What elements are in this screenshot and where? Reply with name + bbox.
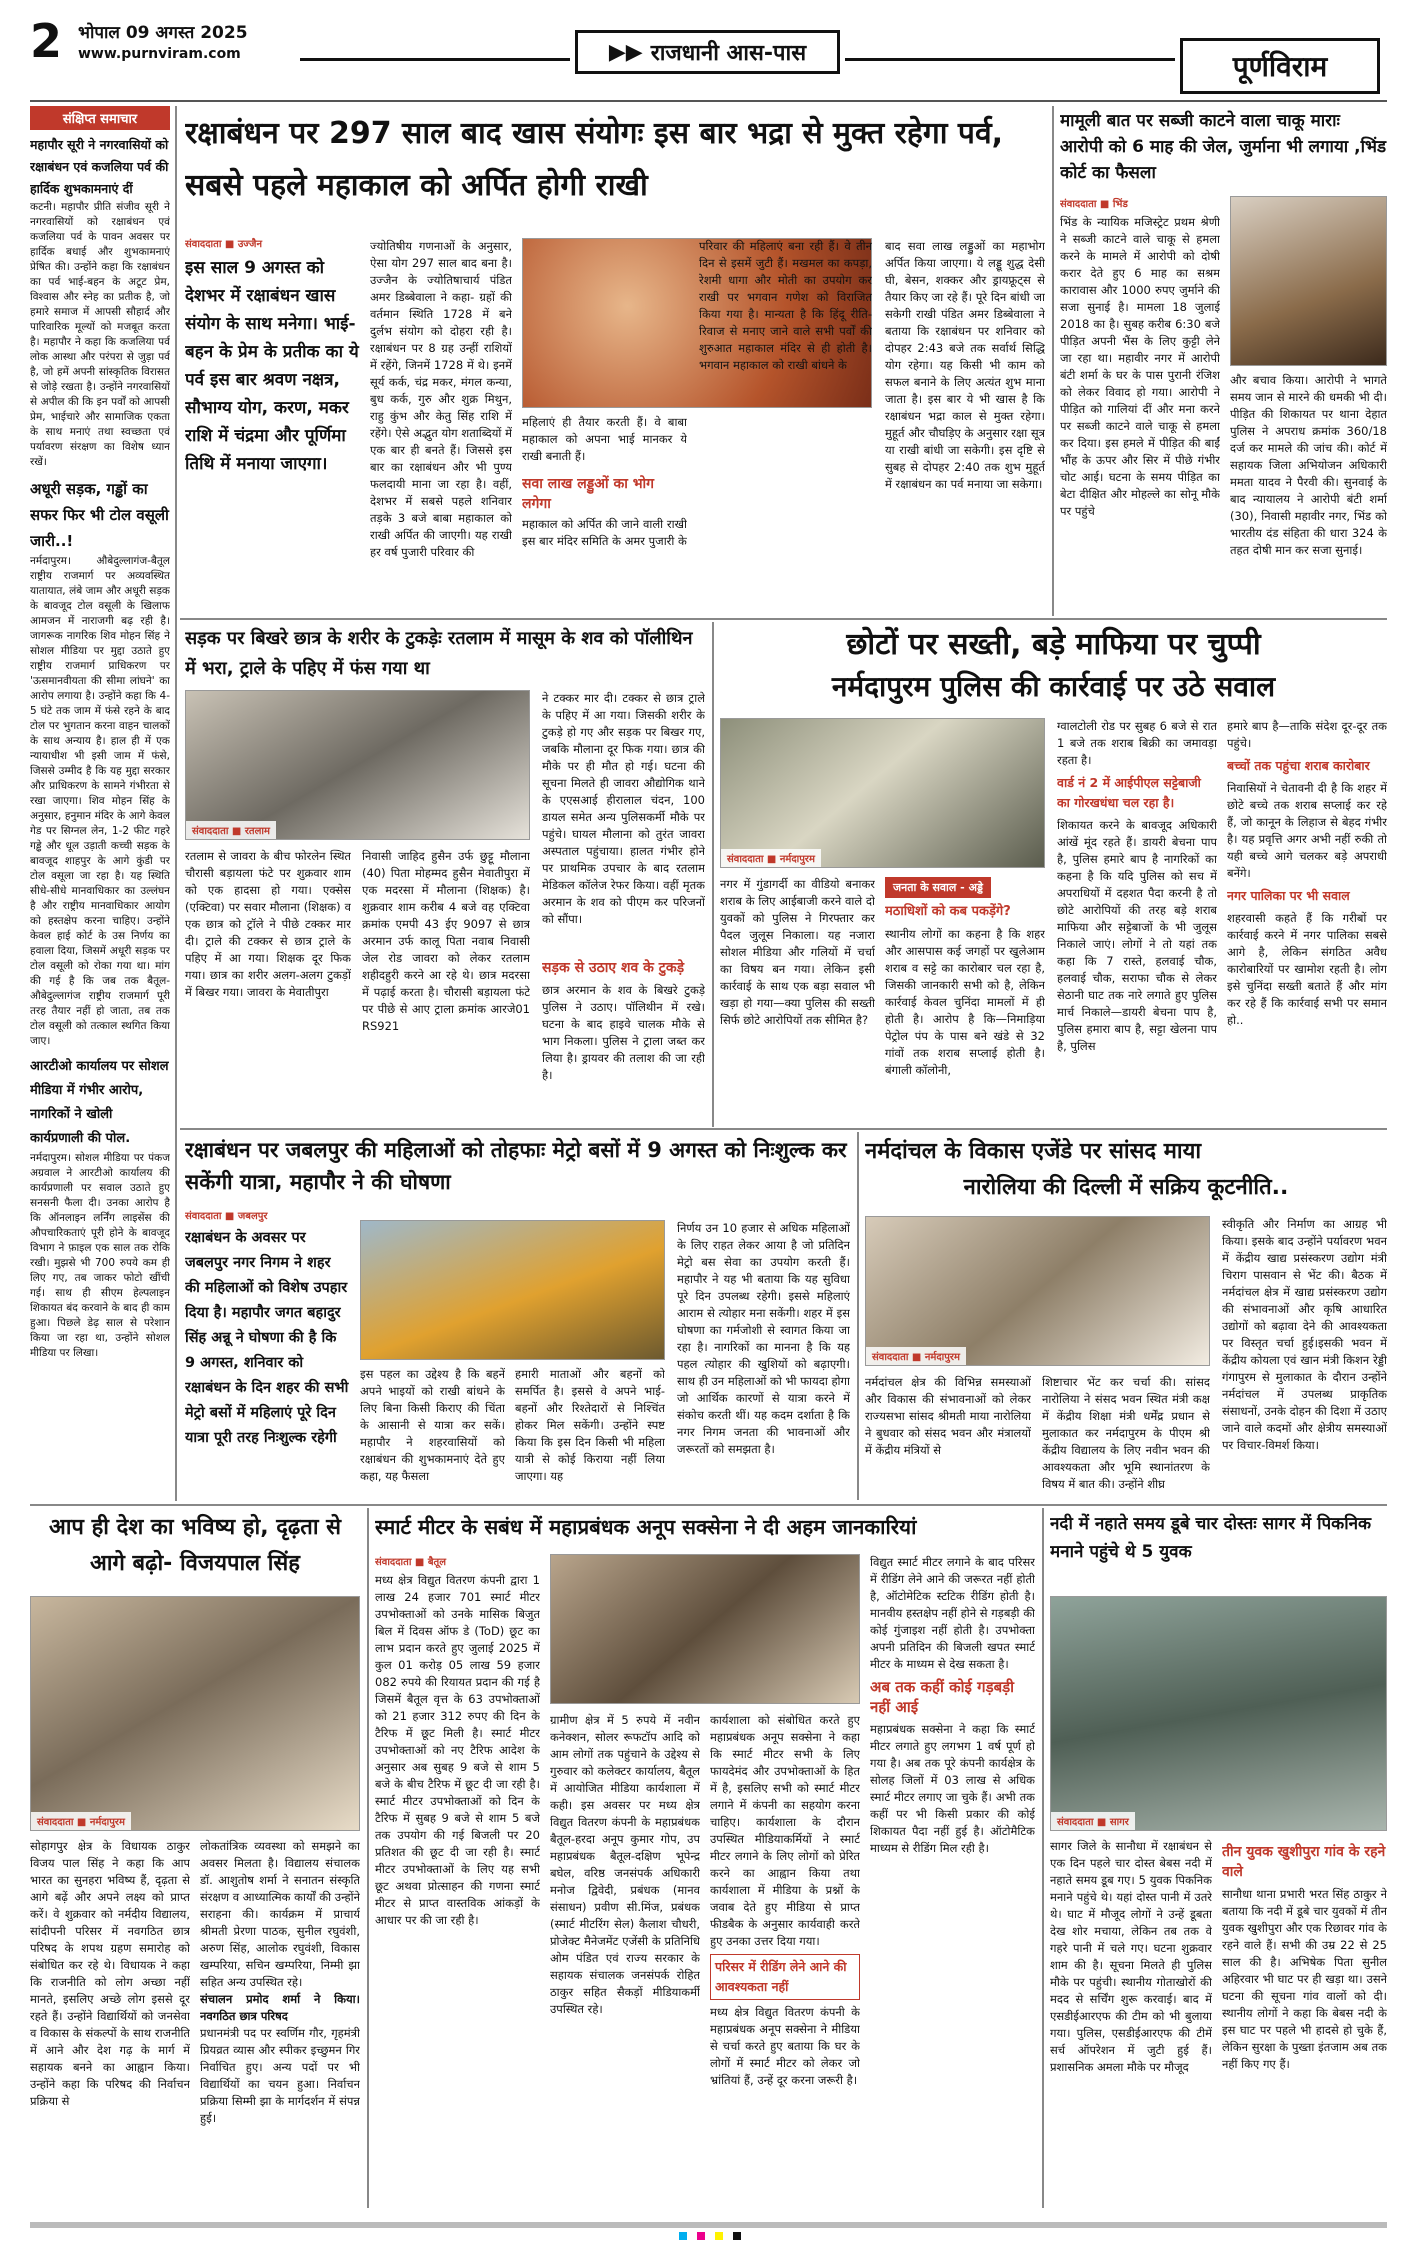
police-photo [720,718,1045,868]
vijay-divider [367,1508,369,2208]
header-divider [30,100,1387,102]
mp-col3: स्वीकृति और निर्माण का आग्रह भी किया। इसके बाद उन्होंने पर्यावरण भवन में केंद्रीय खाद्य प्रसंस्करण उद्योग मंत्री चिराग पासवान से भेंट की। बैठक में नर्मदांचल क्षेत्र में खाद्य प्रसंस्करण उद्योग की संभावनाओं और कृषि आधारित उद्योगों को बढ़ावा देने की आवश्यकता पर विस्तृत चर्चा हुई।इसकी भवन में केंद्रीय कोयला एवं खान मंत्री किशन रेड्डी गंगापुरम से मुलाकात के दौरान उन्होंने नर्मदांचल में उपलब्ध प्राकृतिक संसाधनों, उनके दोहन की दिशा में उठाए जाने वाले कदमों और क्षेत्रीय समस्याओं पर विचार-विमर्श किया। [1222,1217,1387,1452]
sagar-col2: सानौधा थाना प्रभारी भरत सिंह ठाकुर ने बताया कि नदी में डूबे चार युवकों में तीन युवक खुशीपुरा और एक रिछावर गांव के रहने वाले हैं। सभी की उम्र 22 से 25 साल की है। अभिषेक पिता सुनील अहिरवार भी घाट पर ही खड़ा था। उसने घटना की सूचना गांव वालों को दी। स्थानीय लोगों ने कहा कि बेबस नदी के इस घाट पर पहले भी हादसे हो चुके हैं, लेकिन सुरक्षा के पुख्ता इंतजाम अब तक नहीं किए गए हैं। [1222,1887,1387,2071]
mp-story [865,1134,1387,1496]
knife-story [1060,108,1387,613]
meter-divider [1042,1508,1044,2208]
vijay-col2b: प्रधानमंत्री पद पर स्वर्णिम गौर, गृहमंत्री प्रियव्रत व्यास और स्पीकर इच्छुमन गिर निर्वाचित हुए। अन्य पदों पर भी विद्यार्थियों का चयन हुआ। निर्वाचन प्रक्रिया सिम्मी झा के मार्गदर्शन में संपन्न हुई। [200,2026,360,2125]
vijay-headline: आप ही देश का भविष्य हो, दृढ़ता से आगे बढ़ो- विजयपाल सिंह [48,1515,342,1576]
jabalpur-col2: हमारी माताओं और बहनों को समर्पित है। इससे वे अपने भाई-बहनों और रिश्तेदारों से निश्चिंत होकर मिल सकेंगी। उन्होंने स्पष्ट किया कि इस दिन किसी भी महिला यात्री से कोई किराया नहीं लिया जाएगा। यह [515,1367,665,1483]
jabalpur-col3: निर्णय उन 10 हजार से अधिक महिलाओं के लिए राहत लेकर आया है जो प्रतिदिन मेट्रो बस सेवा का उपयोग करती हैं। महापौर ने यह भी बताया कि यह सुविधा पूरे दिन उपलब्ध रहेगी। इससे महिलाएं आराम से त्योहार मना सकेंगी। शहर में इस घोषणा का गर्मजोशी से स्वागत किया जा रहा है। नागरिकों का मानना है कि यह पहल त्योहार की खुशियों को बढ़ाएगी। साथ ही उन महिलाओं को भी फायदा होगा जो आर्थिक कारणों से यात्रा करने में संकोच करती थीं। यह कदम दर्शाता है कि नगर निगम जनता की भावनाओं और जरूरतों को समझता है। [677,1221,850,1456]
jabalpur-intro: रक्षाबंधन के अवसर पर जबलपुर नगर निगम ने शहर की महिलाओं को विशेष उपहार दिया है। महापौर जगत बहादुर सिंह अन्नू ने घोषणा की है कि 9 अगस्त, शनिवार को रक्षाबंधन के दिन शहर की सभी मेट्रो बसों में महिलाएं पूरे दिन यात्रा पूरी तरह निःशुल्क रहेगी [185,1230,349,1446]
mp-headline2: नारोलिया की दिल्ली में सक्रिय कूटनीति.. [963,1175,1289,1200]
students-photo [30,1596,360,1831]
row3-divider [30,1504,1387,1506]
knife-headline: मामूली बात पर सब्जी काटने वाला चाकू माराः आरोपी को 6 माह की जेल, जुर्माना भी लगाया ,भिंड कोर्ट का फैसला [1060,111,1387,183]
ratlam-sub1: सड़क से उठाए शव के टुकड़े [542,960,685,976]
page-number: 2 [30,14,63,68]
rakhi-col1: ज्योतिषीय गणनाओं के अनुसार, ऐसा योग 297 साल बाद बना है। उज्जैन के ज्योतिषाचार्य पंडित अमर डिब्बेवाला ने कहा- ग्रहों की वर्तमान स्थिति 1728 में बने दुर्लभ संयोग को दोहरा रही है। रक्षाबंधन पर 8 ग्रह उन्हीं राशियों में रहेंगे, जिनमें 1728 में थे। इनमें सूर्य कर्क, चंद्र मकर, मंगल कन्या, बुध कर्क, गुरु और शुक्र मिथुन, राहु कुंभ और केतु सिंह राशि में रहेंगे। ऐसे अद्भुत योग शताब्दियों में एक बार ही बनते हैं। जिससे इस बार का रक्षाबंधन और भी पुण्य फलदायी माना जा रहा है। वहीं, देशभर में सबसे पहले शनिवार तड़के 3 बजे बाबा महाकाल को राखी अर्पित की जाएगी। यह राखी हर वर्ष पुजारी परिवार की [370,239,512,559]
sidebar-item3-headline: आरटीओ कार्यालय पर सोशल मीडिया में गंभीर आरोप, नागरिकों ने खोली कार्यप्रणाली की पोल. [30,1059,169,1146]
rakhi-col2b: महाकाल को अर्पित की जाने वाली राखी इस बार मंदिर समिति के अमर पुजारी के [522,517,687,548]
meter-col3: कार्यशाला को संबोधित करते हुए महाप्रबंधक अनूप सक्सेना ने कहा कि स्मार्ट मीटर सभी के लिए फायदेमंद और उपभोक्ताओं के हित में है, इसलिए सभी को स्मार्ट मीटर लगाने में कंपनी का सहयोग करना चाहिए। कार्यशाला के दौरान उपस्थित मीडियाकर्मियों ने स्मार्ट मीटर लगाने के लिए लोगों को प्रेरित करने का आह्वान किया तथा कार्यशाला में मीडिया के प्रश्नों के जवाब देते हुए मीडिया से प्राप्त फीडबैक के अनुसार कार्यवाही करते हुए उनका उत्तर दिया गया। [710,1713,860,1948]
narmada-sub2: वार्ड नं 2 में आईपीएल सट्टेबाजी का गोरखधंधा चल रहा है। [1057,775,1201,810]
ratlam-byline: संवाददाता ■ रतलाम [186,821,276,839]
footer-rule [30,2222,1387,2228]
sagar-byline: संवाददाता ■ सागर [1051,1812,1135,1830]
meter-story [375,1510,1035,2210]
header-rule-left [300,58,570,61]
meter-workshop-photo [550,1554,860,1704]
meter-col1: मध्य क्षेत्र विद्युत वितरण कंपनी द्वारा 1 लाख 24 हजार 701 स्मार्ट मीटर उपभोक्ताओं को उनके मासिक बिजुत बिल में दिवस ऑफ डे (ToD) छूट का लाभ प्रदान करते हुए जुलाई 2025 में कुल 01 करोड़ 05 लाख 59 हजार 082 रुपये की रियायत प्रदान की गई है जिसमें बैतूल वृत्त के 63 उपभोक्ताओं को 21 हजार 312 रुपए की दिन के टैरिफ में छूट मिली है। स्मार्ट मीटर उपभोक्ताओं को नए टैरिफ आदेश के अनुसार अब सुबह 9 बजे से शाम 5 बजे के बीच टैरिफ में छूट दी जा रही है। स्मार्ट मीटर उपभोक्ताओं को दिन के टैरिफ में सुबह 9 बजे से शाम 5 बजे तक उपयोग की गई बिजली पर 20 प्रतिशत की छूट दी जा रही है। स्मार्ट मीटर उपभोक्ताओं के लिए यह सभी छूट अथवा प्रोत्साहन की गणना स्मार्ट मीटर से प्राप्त वास्तविक आंकड़ों के आधार पर की जा रही है। [375,1573,540,1927]
meter-col4b: महाप्रबंधक सक्सेना ने कहा कि स्मार्ट मीटर लगाते हुए लगभग 1 वर्ष पूर्ण हो गया है। अब तक पूरे कंपनी कार्यक्षेत्र के सोलह जिलों में 03 लाख से अधिक स्मार्ट मीटर लगाए जा चुके हैं। अभी तक कहीं पर भी किसी प्रकार की कोई शिकायत पैदा नहीं हुई है। ऑटोमैटिक माध्यम से रीडिंग मिल रही है। [870,1722,1035,1855]
vijay-story [30,1510,360,2210]
vijay-col1: सोहागपुर क्षेत्र के विधायक ठाकुर विजय पाल सिंह ने कहा कि आप भारत का सुनहरा भविष्य हैं, दृढ़ता से आगे बढ़ें और अपने लक्ष्य को प्राप्त करें। वे शुक्रवार को नर्मदीय विद्यालय, सांदीपनी परिसर में नवगठित छात्र परिषद के शपथ ग्रहण समारोह को संबोधित कर रहे थे। विधायक ने कहा कि राजनीति को लोग अच्छा नहीं मानते, इसलिए अच्छे लोग इससे दूर रहते हैं। उन्होंने विद्यार्थियों को जनसेवा व विकास के संकल्पों के साथ राजनीति में आने और देश गढ़ के मार्ग में सहायक बनने का आह्वान किया। उन्होंने कहा कि परिषद की निर्वाचन प्रक्रिया से [30,1839,190,2108]
metro-bus-photo [360,1220,665,1360]
jabalpur-col1: इस पहल का उद्देश्य है कि बहनें अपने भाइयों को राखी बांधने के लिए बिना किसी किराए की चिंता के आसानी से यात्रा कर सकें। महापौर ने शहरवासियों को रक्षाबंधन की शुभकामनाएं देते हुए कहा, यह फैसला [360,1367,505,1483]
mp-headline1: नर्मदांचल के विकास एजेंडे पर सांसद माया [865,1139,1202,1164]
ratlam-divider [712,622,714,1127]
website[interactable]: www.purnviram.com [78,46,241,62]
rakhi-col3: परिवार की महिलाएं बना रही हैं। वे तीन दिन से इसमें जुटी हैं। मखमल का कपड़ा, रेशमी धागा और मोती का उपयोग कर राखी पर भगवान गणेश को विराजित किया गया है। मान्यता है कि हिंदू रीति-रिवाज से मनाए जाने वाले सभी पर्वों की शुरुआत महाकाल मंदिर से ही होती है। भगवान महाकाल को राखी बांधने के [699,239,872,372]
narmada-col2: स्थानीय लोगों का कहना है कि शहर और आसपास कई जगहों पर खुलेआम शराब व सट्टे का कारोबार चल रहा है, जिसकी जानकारी सभी को है, लेकिन कार्रवाई केवल चुनिंदा मामलों में ही होती है। आरोप है कि—निमाड़िया पेट्रोल पंप के पास बने खंडे से 32 गांवों तक शराब सप्लाई होती है। बंगाली कॉलोनी, [885,927,1045,1077]
meter-col4: विद्युत स्मार्ट मीटर लगाने के बाद परिसर में रीडिंग लेने आने की जरूरत नहीं होती है, ऑटोमेटिक स्टटिक रीडिंग होती है। मानवीय हस्तक्षेप नहीं होने से गड़बड़ी की कोई गुंजाइश नहीं होती है। उपभोक्ता अपनी प्रतिदिन की बिजली खपत स्मार्ट मीटर के माध्यम से देख सकता है। [870,1555,1035,1671]
header-rule-right [845,58,1175,61]
rakhi-byline: संवाददाता ■ उज्जैन [185,239,262,250]
ratlam-headline: सड़क पर बिखरे छात्र के शरीर के टुकड़ेः रतलाम में मासूम के शव को पॉलीथिन में भरा, ट्राले के पहिए में फंस गया था [185,628,693,679]
knife-col2: और बचाव किया। आरोपी ने भागते समय जान से मारने की धमकी भी दी। पीड़ित की शिकायत पर थाना देहात पुलिस ने अपराध क्रमांक 360/18 दर्ज कर मामले की जांच की। कोर्ट में सहायक जिला अभियोजन अधिकारी ममता यादव ने पैरवी की। सुनवाई के बाद न्यायालय ने आरोपी बंटी शर्मा (30), निवासी महावीर नगर, भिंड को भारतीय दंड संहिता की धारा 324 के तहत दोषी मान कर सजा सुनाई। [1230,373,1387,557]
narmada-story [720,624,1387,1124]
sagar-story [1050,1510,1387,2210]
rakhi-story [185,108,1045,613]
knife-byline: संवाददाता ■ भिंड [1060,199,1128,210]
vijay-col2: लोकतांत्रिक व्यवस्था को समझने का अवसर मिलता है। विद्यालय संचालक डॉ. आशुतोष शर्मा ने सनातन संस्कृति संरक्षण व आध्यात्मिक कार्यों की उन्होंने सराहना की। कार्यक्रम में प्राचार्य श्रीमती प्रेरणा पाठक, सुनील रघुवंशी, अरुण सिंह, आलोक रघुवंशी, विकास खम्परिया, सचिन खम्परिया, निम्मी झा सहित अन्य उपस्थित रहे। [200,1839,360,1989]
ratlam-col3b: छात्र अरमान के शव के बिखरे टुकड़े पुलिस ने उठाए। पॉलिथीन में रखे। घटना के बाद हाइवे चालक मौके से भाग निकला। पुलिस ने ट्राला जब्त कर लिया है। ड्रायवर की तलाश की जा रही है। [542,983,705,1082]
ratlam-col2: निवासी जाहिद हुसैन उर्फ छुट्टू मौलाना (40) पिता मोहम्मद हुसैन मेवातीपुरा में एक मदरसा में मौलाना (शिक्षक) है। शुक्रवार शाम करीब 4 बजे वह एक्टिवा क्रमांक एमपी 43 ईए 9097 से छात्र अरमान उर्फ कालू पिता नवाब निवासी जेल रोड जावरा को लेकर रतलाम शहीदहुरी करने आ रहे थे। छात्र मदरसा में पढ़ाई करता है। चौरासी बड़ायला फंटे पर पीछे से आए ट्राला क्रमांक आरजे01 RS921 [362,849,530,1033]
masthead-logo: पूर्णविराम [1180,38,1380,94]
narmada-sub3: बच्चों तक पहुंचा शराब कारोबार [1227,758,1370,773]
mp-col1: नर्मदांचल क्षेत्र की विभिन्न समस्याओं और विकास की संभावनाओं को लेकर राज्यसभा सांसद श्रीमती माया नारोलिया ने बुधवार को संसद भवन और मंत्रालयों में केंद्रीय मंत्रियों से [865,1375,1031,1457]
jabalpur-divider [857,1132,859,1500]
row1-divider [180,618,1387,620]
narmada-byline: संवाददाता ■ नर्मदापुरम [721,849,821,867]
sagar-badge1: तीन युवक खुशीपुरा गांव के रहने वाले [1222,1844,1386,1880]
rakhi-intro: इस साल 9 अगस्त को देशभर में रक्षाबंधन खास संयोग के साथ मनेगा। भाई-बहन के प्रेम के प्रतीक का ये पर्व इस बार श्रवण नक्षत्र, सौभाग्य योग, करण, मकर राशि में चंद्रमा और पूर्णिमा तिथि में मनाया जाएगा। [185,258,359,474]
rakhi-sub1: सवा लाख लड्डुओं का भोग लगेगा [522,476,655,512]
color-registration-marks [640,2232,780,2242]
row2-divider [180,1128,1387,1130]
ratlam-col3: ने टक्कर मार दी। टक्कर से छात्र ट्राले के पहिए में आ गया। जिसकी शरीर के टुकड़े हो गए और सड़क पर बिखर गए, जबकि मौलाना दूर फिक गया। छात्र की मौके पर ही मौत हो गई। घटना की सूचना मिलते ही जावरा औद्योगिक थाने के एएसआई हीरालाल चंदन, 100 डायल समेत अन्य पुलिसकर्मी मौके पर पहुंचे। घायल मौलाना को तुरंत जावरा अस्पताल पहुंचाया। हालत गंभीर होने पर प्राथमिक उपचार के बाद रतलाम मेडिकल कॉलेज रेफर किया। वहीं मृतक अरमान के शव को पीएम कर परिजनों को सौंपा। [542,691,705,926]
narmada-col1: नगर में गुंडागर्दी का वीडियो बनाकर शराब के लिए आईबाजी करने वाले दो युवकों को पुलिस ने गिरफ्तार कर पैदल जुलूस निकाला। यह नजारा सोशल मीडिया और गलियों में चर्चा का विषय बन गया। लेकिन इसी कार्रवाई के साथ एक बड़ा सवाल भी खड़ा हो गया—क्या पुलिस की सख्ती सिर्फ छोटे आरोपियों तक सीमित है? [720,877,875,1027]
sidebar-label: संक्षिप्त समाचार [30,106,170,130]
narmada-headline2: नर्मदापुरम पुलिस की कार्रवाई पर उठे सवाल [831,670,1276,703]
sidebar-divider [175,106,177,1501]
meter-col3b: मध्य क्षेत्र विद्युत वितरण कंपनी के महाप्रबंधक अनूप सक्सेना ने मीडिया से चर्चा करते हुए बताया कि घर के लोगों में स्मार्ट मीटर को लेकर जो भ्रांतियां हैं, उन्हें दूर करना जरूरी है। [710,2005,860,2087]
narmada-col4: हमारे बाप है—ताकि संदेश दूर-दूर तक पहुंचे। [1227,719,1387,750]
sidebar-item1-body: कटनी। महापौर प्रीति संजीव सूरी ने नगरवासियों को रक्षाबंधन एवं कजलिया पर्व के पावन अवसर पर हार्दिक बधाई और शुभकामनाएं प्रेषित की। उन्होंने कहा कि रक्षाबंधन का पर्व भाई-बहन के अटूट प्रेम, विश्वास और स्नेह का प्रतीक है, जो हमारे समाज में आपसी सौहार्द और पारिवारिक मूल्यों को मजबूत करता है। महापौर ने कहा कि कजलिया पर्व लोक आस्था और परंपरा से जुड़ा पर्व है, जो हमें अपनी सांस्कृतिक विरासत से जोड़े रखता है। उन्होंने नगरवासियों से अपील की कि इन पर्वों को आपसी प्रेम, भाईचारे और सामाजिक एकता के साथ मनाएं तथा स्वच्छता एवं पर्यावरण संरक्षण का विशेष ध्यान रखें। [30,201,170,468]
vijay-sub1: संचालन प्रमोद शर्मा ने किया। नवगठित छात्र परिषद [200,1992,360,2023]
narmada-sub1: मठाधिशों को कब पकड़ेंगे? [885,904,1011,919]
narmada-col4b: निवासियों ने चेतावनी दी है कि शहर में छोटे बच्चे तक शराब सप्लाई कर रहे हैं, जो कानून के लिहाज से बेहद गंभीर है। यह प्रवृत्ति अगर अभी नहीं रुकी तो यही बच्चे आगे चलकर बड़े अपराधी बनेंगे। [1227,781,1387,880]
page-header [0,0,1417,98]
sagar-headline: नदी में नहाते समय डूबे चार दोस्तः सागर में पिकनिक मनाने पहुंचे थे 5 युवक [1050,1514,1372,1562]
jabalpur-byline: संवाददाता ■ जबलपुर [185,1211,268,1222]
sidebar-item1-headline: महापौर सूरी ने नगरवासियों को रक्षाबंधन एवं कजलिया पर्व की हार्दिक शुभकामनाएं दीं [30,137,169,196]
ratlam-photo [185,690,530,840]
section-title: ▶▶ राजधानी आस-पास [575,30,840,74]
meter-badge1: परिसर में रीडिंग लेने आने की आवश्यकता नहीं [710,1954,860,2000]
arrow-icon: ▶▶ [608,39,643,65]
sidebar-item3-body: नर्मदापुरम। सोशल मीडिया पर पंकज अग्रवाल ने आरटीओ कार्यालय की कार्यप्रणाली पर सवाल उठाते हुए सनसनी फैला दी। उनका आरोप है कि ऑनलाइन लर्निंग लाइसेंस की औपचारिकताएं पूरी होने के बावजूद विभाग ने फ़ाइल एक साल तक रोकि रखी। मुझसे भी 700 रुपये कम ही लिए गए, तब जाकर फोटो खींची गई। साथ ही सीएम हेल्पलाइन शिकायत बंद करवाने के बाद ही काम हुआ। पिछले डेढ़ साल से परेशान किया जा रहा था, उन्होंने सोशल मीडिया पर लिखा। [30,1152,170,1359]
river-photo [1050,1596,1387,1831]
narmada-badge1: जनता के सवाल - अड्डे [885,877,991,898]
narmada-col4c: शहरवासी कहते हैं कि गरीबों पर कार्रवाई करने में नगर पालिका सबसे आगे है, लेकिन संगठित अवैध कारोबारियों पर खामोश रहती है। लोग इसे चुनिंदा सख्ती बताते हैं और मांग कर रहे हैं कि कार्रवाई सभी पर समान हो.. [1227,911,1387,1027]
rakhi-headline: रक्षाबंधन पर 297 साल बाद खास संयोगः इस बार भद्रा से मुक्त रहेगा पर्व, सबसे पहले महाकाल को अर्पित होगी राखी [185,116,1004,203]
sidebar-item2-body: नर्मदापुरम। औबेदुल्लागंज-बैतूल राष्ट्रीय राजमार्ग पर अव्यवस्थित यातायात, लंबे जाम और अधूरी सड़क के बावजूद टोल वसूली के खिलाफ आमजन में नाराजगी बढ़ रही है। जागरूक नागरिक शिव मोहन सिंह ने सोशल मीडिया पर मुद्दा उठाते हुए राष्ट्रीय राजमार्ग प्राधिकरण पर 'ऊसमानवीयता की सीमा लांघने' का आरोप लगाया है। उन्होंने कहा कि 4-5 घंटे तक जाम में फंसे रहने के बाद टोल पर भुगतान करना वाहन चालकों के साथ अन्याय है। हाल ही में एक न्यायाधीश भी इसी जाम में फंसे, जिससे उम्मीद है कि यह मुद्दा सरकार और प्राधिकरण के सामने गंभीरता से रखा जाएगा। शिव मोहन सिंह के अनुसार, हनुमान मंदिर के आगे केवल गेड पर सिग्नल लेन, 1-2 फीट गहरे गड्ढे और धूल उड़ाती कच्ची सड़क के बावजूद शाहपुर के आगे कुंडी पर टोल वसूला जा रहा है। यह स्थिति सीधे-सीधे मानवाधिकार का उल्लंघन है और राष्ट्रीय मानवाधिकार आयोग को हस्तक्षेप करना चाहिए। उन्होंने केवल हाई कोर्ट के उस निर्णय का हवाला दिया, जिसमें अधूरी सड़क पर टोल वसूली को रोका गया था। मांग की गई है कि जब तक बैतूल-औबेदुल्लागंज राष्ट्रीय राजमार्ग पूरी तरह तैयार नहीं हो जाता, तब तक टोल वसूली को तत्काल स्थगित किया जाए। [30,555,170,1047]
mp-byline: संवाददाता ■ नर्मदापुरम [866,1347,966,1365]
meter-byline: संवाददाता ■ बैतूल [375,1557,447,1568]
mp-col2: शिष्टाचार भेंट कर चर्चा की। सांसद नारोलिया ने संसद भवन स्थित मंत्री कक्ष में केंद्रीय शिक्षा मंत्री धर्मेंद्र प्रधान से मुलाकात कर नर्मदापुरम के पीएम श्री केंद्रीय विद्यालय के लिए नवीन भवन की आवश्यकता और भूमि स्थानांतरण के विषय में बात की। उन्होंने शीघ्र [1042,1375,1210,1491]
knife-col1: भिंड के न्यायिक मजिस्ट्रेट प्रथम श्रेणी ने सब्जी काटने वाले चाकू से हमला करने के मामले में आरोपी को दोषी करार देते हुए 6 माह का सश्रम कारावास और 1000 रुपए जुर्माने की सजा सुनाई है। मामला 18 जुलाई 2018 का है। सुबह करीब 6:30 बजे पीड़ित अपनी भैंस के लिए कुट्टी लेने जा रहा था। महावीर नगर में आरोपी बंटी शर्मा के घर के पास पुरानी रंजिश को लेकर विवाद हो गया। आरोपी ने पीड़ित को गालियां दीं और मना करने पर सब्जी काटने वाले चाकू से हमला कर दिया। इस हमले में पीड़ित की बाईं भौंह के ऊपर और सिर में पीछे गंभीर चोट आई। घटना के समय पीड़ित का बेटा दीक्षित और मोहल्ले का सोनू मौके पर पहुंचे [1060,215,1220,518]
vijay-byline: संवाददाता ■ नर्मदापुरम [31,1812,131,1830]
meter-sub1: अब तक कहीं कोई गड़बड़ी नहीं आई [870,1678,1015,1716]
narmada-sub4: नगर पालिका पर भी सवाल [1227,888,1350,903]
meter-headline: स्मार्ट मीटर के सबंध में महाप्रबंधक अनूप सक्सेना ने दी अहम जानकारियां [375,1515,917,1539]
date-place: भोपाल 09 अगस्त 2025 [78,23,248,43]
meter-col2: ग्रामीण क्षेत्र में 5 रुपये में नवीन कनेक्शन, सोलर रूफटॉप आदि को आम लोगों तक पहुंचाने के उद्देश्य से गुरुवार को कलेक्टर कार्यालय, बैतूल में आयोजित मीडिया कार्यशाला में कही। इस अवसर पर मध्य क्षेत्र विद्युत वितरण कंपनी के महाप्रबंधक बैतूल-हरदा अनूप कुमार गोप, उप महाप्रबंधक बैतूल-दक्षिण भूपेन्द्र बघेल, वरिष्ठ जनसंपर्क अधिकारी मनोज द्विवेदी, प्रबंधक (मानव संसाधन) प्रवीण सी.मिंज, प्रबंधक (स्मार्ट मीटरिंग सेल) कैलाश चौधरी, प्रोजेक्ट मैनेजमेंट एजेंसी के प्रतिनिधि ओम पंडित एवं राज्य सरकार के सहायक संचालक जनसंपर्क रोहित ठाकुर सहित सैकड़ों मीडियाकर्मी उपस्थित रहे। [550,1713,700,2016]
narmada-col3b: शिकायत करने के बावजूद अधिकारी आंखें मूंद रहते हैं। डायरी बेचना पाप है, पुलिस हमारे बाप है नागरिकों का कहना है कि यदि पुलिस को सच में अपराधियों में दहशत पैदा करनी है तो छोटे आरोपियों की तरह बड़े शराब माफिया और सट्टेबाजों के भी जुलूस निकाले जाएं। लोगों ने तो यहां तक कहा कि 7 रास्ते, हलवाई चौक, हलवाई चौक, सराफा चौक से लेकर सेठानी घाट तक नारे लगाते हुए पुलिस मार्च निकाले—डायरी बेचना पाप है, पुलिस हमारा बाप है, सट्टा खेलना पाप है, पुलिस [1057,818,1217,1053]
sagar-col1: सागर जिले के सानौधा में रक्षाबंधन से एक दिन पहले चार दोस्त बेबस नदी में नहाते समय डूब गए। 5 युवक पिकनिक मनाने पहुंचे थे। यहां दोस्त पानी में उतरे थे। घाट में मौजूद लोगों ने उन्हें डूबता देख शोर मचाया, लेकिन तब तक वे गहरे पानी में चले गए। घटना शुक्रवार शाम की है। सूचना मिलते ही पुलिस मौके पर पहुंची। स्थानीय गोताखोरों की मदद से सर्चिंग शुरू करवाई। बाद में एसडीईआरएफ की टीम को भी बुलाया गया। पुलिस, एसडीईआरएफ की टीमें सर्च ऑपरेशन में जुटी हुई हैं। प्रशासनिक अमला मौके पर मौजूद [1050,1839,1212,2074]
jabalpur-headline: रक्षाबंधन पर जबलपुर की महिलाओं को तोहफाः मेट्रो बसों में 9 अगस्त को निःशुल्क कर सकेंगी यात्रा, महापौर ने की घोषणा [185,1138,847,1194]
mp-meeting-photo [865,1216,1210,1366]
rakhi-col2: महिलाएं ही तैयार करती हैं। वे बाबा महाकाल को अपना भाई मानकर ये राखी बनाती हैं। [522,415,687,463]
narmada-headline1: छोटों पर सख्ती, बड़े माफिया पर चुप्पी [846,627,1261,662]
ratlam-story [185,624,705,1124]
narmada-col3: ग्वालटोली रोड पर सुबह 6 बजे से रात 1 बजे तक शराब बिक्री का जमावड़ा रहता है। [1057,719,1217,767]
jabalpur-story [185,1134,850,1496]
gavel-photo [1230,196,1387,366]
rakhi-divider [1052,106,1054,616]
rakhi-col4: बाद सवा लाख लड्डुओं का महाभोग अर्पित किया जाएगा। ये लड्डू शुद्ध देसी घी, बेसन, शक्कर और ड्रायफ्रूट्स से तैयार किए जा रहे हैं। पूरे दिन बांधी जा सकेगी राखी पंडित अमर डिब्बेवाला ने बताया कि रक्षाबंधन पर शनिवार को दोपहर 2:43 बजे तक सर्वार्थ सिद्धि योग रहेगा। यह किसी भी काम को सफल बनाने के लिए अत्यंत शुभ माना जाता है। इस बार ये भी खास है कि रक्षाबंधन भद्रा काल से मुक्त रहेगा। मुहूर्त और चौघड़िए के अनुसार रक्षा सूत्र या राखी बांधी जा सकेगी। इस दृष्टि से सुबह से दोपहर 2:40 तक शुभ मुहूर्त में रक्षाबंधन का पर्व मनाया जा सकेगा। [885,239,1045,491]
ratlam-col1: रतलाम से जावरा के बीच फोरलेन स्थित चौरासी बड़ायला फंटे पर शुक्रवार शाम को एक हादसा हो गया। एक्सेस (एक्टिवा) पर सवार मौलाना (शिक्षक) व एक छात्र को ट्रॉले ने पीछे टक्कर मार दी। ट्राले की टक्कर से छात्र ट्राले के पहिए में आ गया। शिक्षक दूर फिक गया। छात्र का शरीर अलग-अलग टुकड़ों में बिखर गया। जावरा के मेवातीपुरा [185,849,351,999]
sidebar [30,106,170,1501]
sidebar-item2-headline: अधूरी सड़क, गड्ढों का सफर फिर भी टोल वसूली जारी..! [30,480,169,550]
